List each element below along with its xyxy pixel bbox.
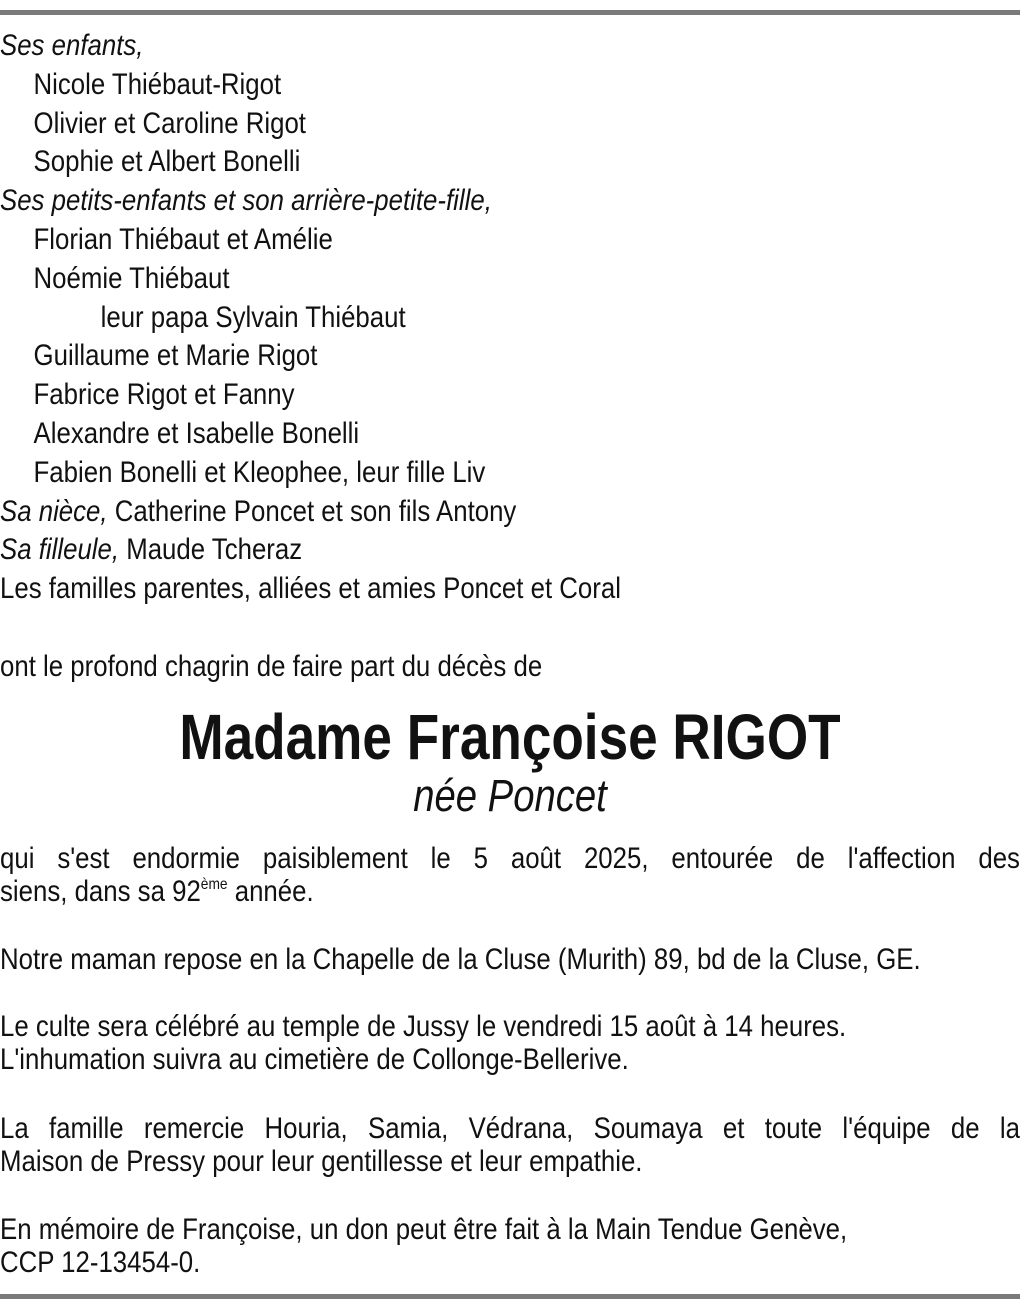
family-list	[0, 27, 1020, 687]
passing-line-2-end: année.	[227, 875, 314, 908]
niece-line	[0, 493, 877, 532]
grandchild-name: Noémie Thiébaut	[33, 261, 230, 295]
top-rule	[0, 10, 1020, 15]
child-name: Olivier et Caroline Rigot	[33, 106, 306, 140]
maiden-name: née Poncet	[413, 770, 607, 821]
donation-line-1: En mémoire de Françoise, un don peut être fait à la Main Tendue Genève,	[0, 1213, 848, 1246]
goddaughter-name: Maude Tcheraz	[126, 533, 303, 567]
grandchild-sub: leur papa Sylvain Thiébaut	[100, 300, 406, 334]
spacer	[0, 609, 1020, 648]
passing-paragraph	[0, 842, 1020, 908]
deceased-name: Madame Françoise RIGOT	[179, 701, 841, 773]
passing-line-2-text: siens, dans sa 92	[0, 875, 201, 908]
niece-name: Catherine Poncet et son fils Antony	[114, 494, 517, 528]
donation-paragraph	[0, 1213, 1020, 1279]
grandchild-name: Guillaume et Marie Rigot	[33, 339, 318, 373]
grandchildren-heading: Ses petits-enfants et son arrière-petite-fille,	[0, 184, 492, 218]
child-name: Nicole Thiébaut-Rigot	[33, 67, 282, 101]
grandchild-name: Florian Thiébaut et Amélie	[33, 222, 333, 256]
rest-line: Notre maman repose en la Chapelle de la Cluse (Murith) 89, bd de la Cluse, GE.	[0, 943, 921, 976]
ordinal-suffix: ème	[200, 876, 228, 893]
grandchild-name: Fabrice Rigot et Fanny	[33, 378, 295, 412]
donation-line-2: CCP 12-13454-0.	[0, 1246, 201, 1279]
thanks-line-2: Maison de Pressy pour leur gentillesse et leur empathie.	[0, 1145, 643, 1178]
service-line-2: L'inhumation suivra au cimetière de Collonge-Bellerive.	[0, 1043, 629, 1076]
thanks-paragraph	[0, 1112, 1020, 1178]
goddaughter-line	[0, 531, 877, 570]
bottom-rule	[0, 1294, 1020, 1299]
grandchild-name: Alexandre et Isabelle Bonelli	[33, 416, 360, 450]
rest-paragraph	[0, 943, 1020, 976]
grandchild-name: Fabien Bonelli et Kleophee, leur fille Liv	[33, 455, 486, 489]
passing-line-2	[0, 875, 1020, 908]
child-name: Sophie et Albert Bonelli	[33, 145, 301, 179]
service-line-1: Le culte sera célébré au temple de Jussy le vendredi 15 août à 14 heures.	[0, 1010, 847, 1043]
service-paragraph	[0, 1010, 1020, 1076]
niece-label: Sa nièce,	[0, 494, 108, 528]
children-heading: Ses enfants,	[0, 29, 144, 62]
passing-line-1: qui s'est endormie paisiblement le 5 août 2025, entourée de l'affection des	[0, 842, 1020, 875]
goddaughter-label: Sa filleule,	[0, 533, 120, 567]
thanks-line-1: La famille remercie Houria, Samia, Védrana, Soumaya et toute l'équipe de la	[0, 1112, 1020, 1145]
announcement: ont le profond chagrin de faire part du décès de	[0, 649, 543, 683]
families-line: Les familles parentes, alliées et amies Poncet et Coral	[0, 572, 621, 606]
